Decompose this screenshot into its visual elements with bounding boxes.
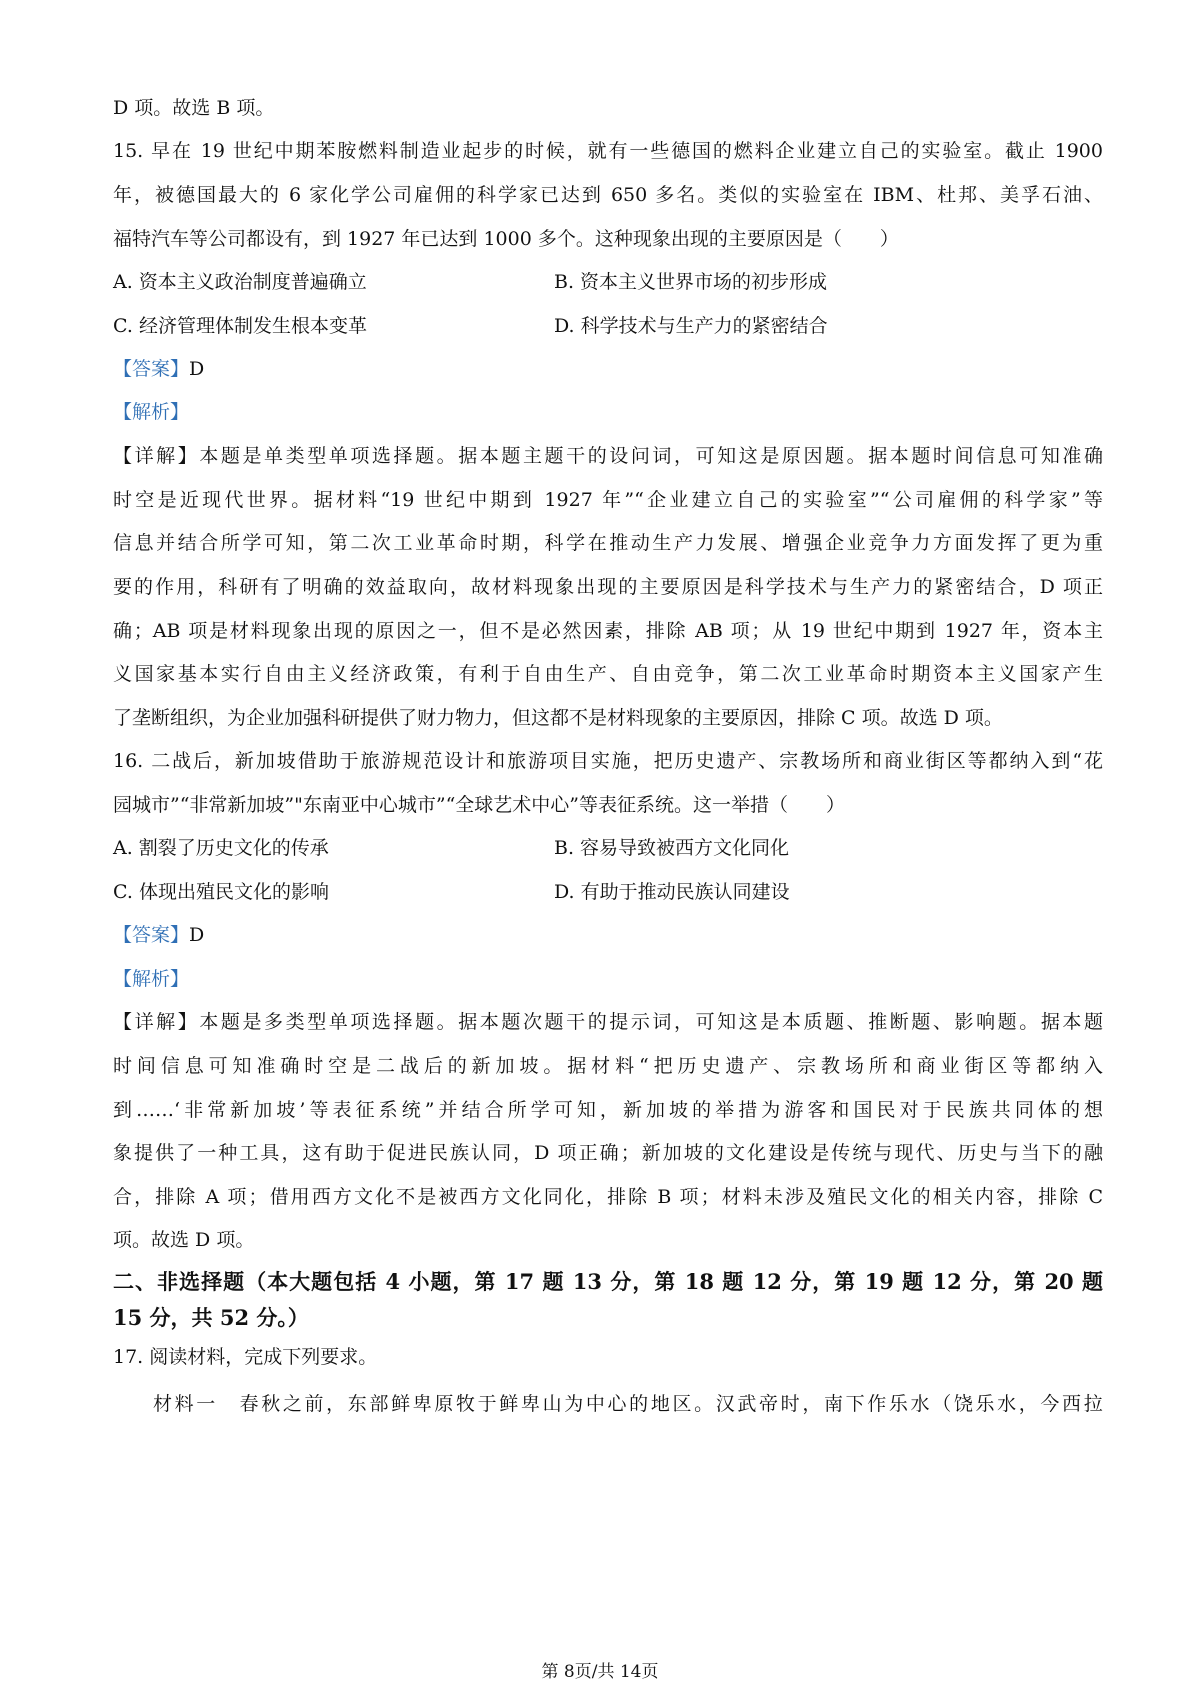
q17-stem: 17. 阅读材料，完成下列要求。: [113, 1346, 378, 1368]
q16-option-a: A. 割裂了历史文化的传承: [113, 837, 329, 859]
q15-analysis-heading: [113, 398, 1103, 426]
q16-stem-line-2: 园城市”“非常新加坡”"东南亚中心城市”“全球艺术中心”等表征系统。这一举措（ ）: [113, 794, 846, 816]
answer-tag: 【答案】: [113, 358, 190, 380]
detail-text: 本题是单类型单项选择题。据本题主题干的设问词，可知这是原因题。据本题时间信息可知准确: [199, 445, 1103, 467]
analysis-tag: 【解析】: [113, 968, 190, 990]
q15-stem-line-2: 年，被德国最大的 6 家化学公司雇佣的科学家已达到 650 多名。类似的实验室在 IBM、杜邦、美孚石油、: [113, 184, 1103, 206]
q17-material-1: 材料一 春秋之前，东部鲜卑原牧于鲜卑山为中心的地区。汉武帝时，南下作乐水（饶乐水，今西拉: [153, 1393, 1103, 1415]
q15-detail-line-1: [113, 442, 1103, 470]
q15-detail-line-2: 时空是近现代世界。据材料“19 世纪中期到 1927 年”“企业建立自己的实验室”“公司雇佣的科学家”等: [113, 489, 1103, 511]
q16-option-d: D. 有助于推动民族认同建设: [554, 881, 790, 903]
previous-answer-tail: D 项。故选 B 项。: [113, 97, 275, 119]
q15-detail-line-5: 确；AB 项是材料现象出现的原因之一，但不是必然因素，排除 AB 项；从 19 世纪中期到 1927 年，资本主: [113, 620, 1103, 642]
q16-answer: [113, 921, 1103, 949]
analysis-tag: 【解析】: [113, 401, 190, 423]
q16-detail-line-4: 象提供了一种工具，这有助于促进民族认同，D 项正确；新加坡的文化建设是传统与现代、历史与当下的融: [113, 1142, 1103, 1164]
q15-detail-line-7: 了垄断组织，为企业加强科研提供了财力物力，但这都不是材料现象的主要原因，排除 C 项。故选 D 项。: [113, 707, 1003, 729]
q15-option-b: B. 资本主义世界市场的初步形成: [554, 271, 828, 293]
answer-value: D: [189, 924, 205, 946]
detail-text: 本题是多类型单项选择题。据本题次题干的提示词，可知这是本质题、推断题、影响题。据本题: [199, 1011, 1103, 1033]
q15-stem-line-3: 福特汽车等公司都设有，到 1927 年已达到 1000 多个。这种现象出现的主要原因是（ ）: [113, 228, 899, 250]
q15-option-a: A. 资本主义政治制度普遍确立: [113, 271, 367, 293]
q16-detail-line-6: 项。故选 D 项。: [113, 1229, 255, 1251]
q15-detail-line-3: 信息并结合所学可知，第二次工业革命时期，科学在推动生产力发展、增强企业竞争力方面发挥了更为重: [113, 532, 1103, 554]
q15-stem-line-1: 15. 早在 19 世纪中期苯胺燃料制造业起步的时候，就有一些德国的燃料企业建立自己的实验室。截止 1900: [113, 140, 1103, 162]
q16-option-b: B. 容易导致被西方文化同化: [554, 837, 790, 859]
answer-tag: 【答案】: [113, 924, 190, 946]
q16-analysis-heading: [113, 965, 1103, 993]
q15-option-d: D. 科学技术与生产力的紧密结合: [554, 315, 828, 337]
section-2-heading-line-1: 二、非选择题（本大题包括 4 小题，第 17 题 13 分，第 18 题 12 分，第 19 题 12 分，第 20 题: [113, 1269, 1103, 1294]
q16-detail-line-3: 到……‘非常新加坡’等表征系统”并结合所学可知，新加坡的举措为游客和国民对于民族共同体的想: [113, 1099, 1103, 1121]
q16-stem-line-1: 16. 二战后，新加坡借助于旅游规范设计和旅游项目实施，把历史遗产、宗教场所和商业街区等都纳入到“花: [113, 750, 1103, 772]
answer-value: D: [189, 358, 205, 380]
section-2-heading-line-2: 15 分，共 52 分。）: [113, 1305, 309, 1330]
q15-option-c: C. 经济管理体制发生根本变革: [113, 315, 367, 337]
detail-tag: 【详解】: [113, 1011, 200, 1033]
q16-detail-line-1: [113, 1008, 1103, 1036]
q16-detail-line-5: 合，排除 A 项；借用西方文化不是被西方文化同化，排除 B 项；材料未涉及殖民文化的相关内容，排除 C: [113, 1186, 1103, 1208]
q16-detail-line-2: 时间信息可知准确时空是二战后的新加坡。据材料“把历史遗产、宗教场所和商业街区等都纳入: [113, 1055, 1103, 1077]
q15-detail-line-6: 义国家基本实行自由主义经济政策，有利于自由生产、自由竞争，第二次工业革命时期资本主义国家产生: [113, 663, 1103, 685]
q15-answer: [113, 355, 1103, 383]
page-footer: 第 8页/共 14页: [541, 1662, 659, 1682]
detail-tag: 【详解】: [113, 445, 200, 467]
q15-detail-line-4: 要的作用，科研有了明确的效益取向，故材料现象出现的主要原因是科学技术与生产力的紧密结合，D 项正: [113, 576, 1103, 598]
q16-option-c: C. 体现出殖民文化的影响: [113, 881, 329, 903]
